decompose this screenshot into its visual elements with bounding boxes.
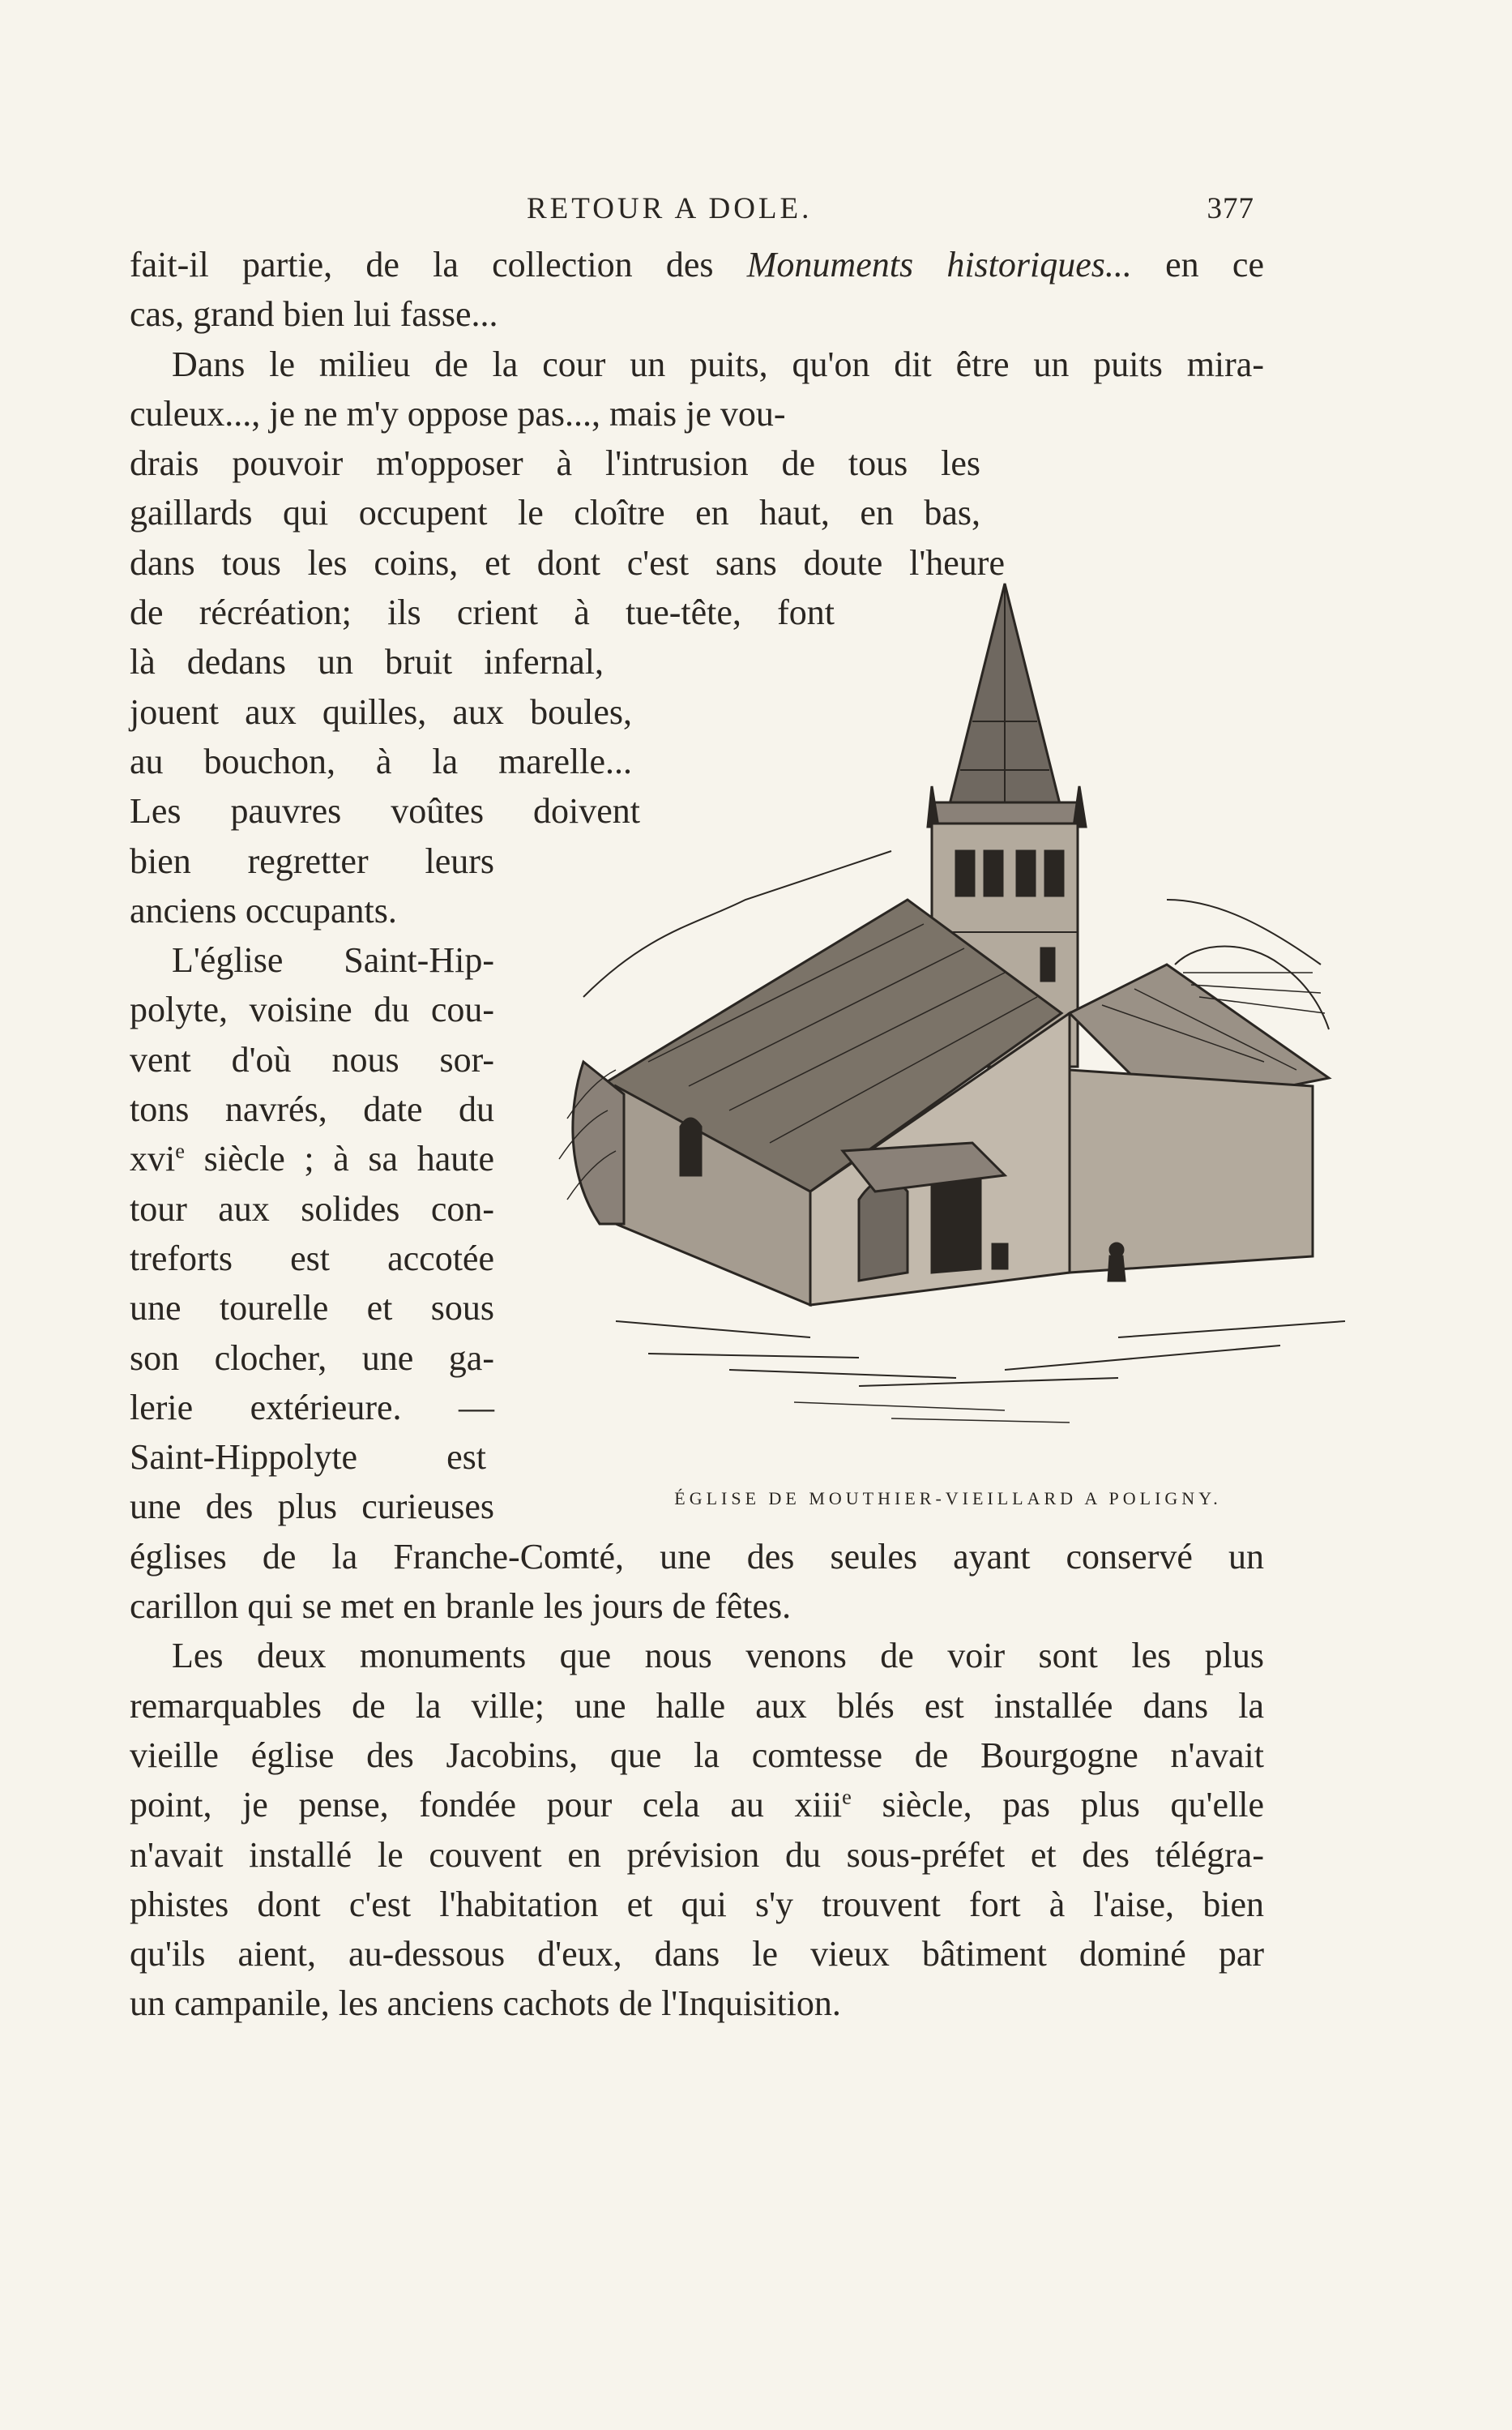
church-illustration xyxy=(551,446,1386,1459)
running-header xyxy=(130,191,1264,232)
text-line: qu'ils aient, au-dessous d'eux, dans le vieux bâtiment dominé par xyxy=(130,1934,1264,1974)
text-line: là dedans un bruit infernal, xyxy=(130,642,604,682)
page-number: 377 xyxy=(1207,192,1254,225)
text-line: lerie extérieure. — xyxy=(130,1387,494,1427)
text-line: une tourelle et sous xyxy=(130,1288,494,1328)
text-line: fait-il partie, de la collection des Monuments historiques... en ce xyxy=(130,245,1264,284)
text-line: au bouchon, à la marelle... xyxy=(130,741,632,781)
text-line: une des plus curieuses xyxy=(130,1487,494,1527)
text-line: églises de la Franche-Comté, une des seules ayant conservé un xyxy=(130,1536,1264,1577)
text-line: gaillards qui occupent le cloître en haut, en bas, xyxy=(130,493,980,533)
text-line: dans tous les coins, et dont c'est sans doute l'heure xyxy=(130,542,1005,583)
text-line: vent d'où nous sor- xyxy=(130,1039,494,1080)
text-line: jouent aux quilles, aux boules, xyxy=(130,691,632,732)
text-line: culeux..., je ne m'y oppose pas..., mais je vou- xyxy=(130,393,786,434)
text-line: carillon qui se met en branle les jours de fêtes. xyxy=(130,1586,792,1627)
text-line: anciens occupants. xyxy=(130,890,397,931)
text-line: Les deux monuments que nous venons de voir sont les plus xyxy=(172,1636,1264,1676)
text-line: bien regretter leurs xyxy=(130,841,494,881)
text-line: n'avait installé le couvent en prévision du sous-préfet et des télégra- xyxy=(130,1834,1264,1875)
text-line: Saint-Hippolyte est xyxy=(130,1437,486,1478)
text-line: vieille église des Jacobins, que la comtesse de Bourgogne n'avait xyxy=(130,1735,1264,1775)
text-line: de récréation; ils crient à tue-tête, font xyxy=(130,593,835,633)
figure-caption: ÉGLISE DE MOUTHIER-VIEILLARD A POLIGNY. xyxy=(674,1488,1222,1508)
text-line: remarquables de la ville; une halle aux blés est installée dans la xyxy=(130,1685,1264,1726)
text-line: polyte, voisine du cou- xyxy=(130,990,494,1030)
text-line: point, je pense, fondée pour cela au xiii$^e$ siècle, pas plus qu'elle xyxy=(130,1784,1264,1825)
text-line: son clocher, une ga- xyxy=(130,1337,494,1378)
running-title: RETOUR A DOLE. xyxy=(527,192,813,225)
text-line: cas, grand bien lui fasse... xyxy=(130,294,498,335)
text-line: tons navrés, date du xyxy=(130,1089,494,1130)
text-line: treforts est accotée xyxy=(130,1238,494,1278)
text-line: xvi$^e$ siècle ; à sa haute xyxy=(130,1138,494,1179)
church-engraving-icon xyxy=(551,446,1386,1459)
text-line: L'église Saint-Hip- xyxy=(172,940,494,981)
text-line: Dans le milieu de la cour un puits, qu'on dit être un puits mira- xyxy=(172,344,1264,384)
text-line: Les pauvres voûtes doivent xyxy=(130,791,640,832)
text-line: phistes dont c'est l'habitation et qui s'y trouvent fort à l'aise, bien xyxy=(130,1884,1264,1924)
text-line: tour aux solides con- xyxy=(130,1188,494,1229)
text-line: un campanile, les anciens cachots de l'Inquisition. xyxy=(130,1983,841,2024)
text-line: drais pouvoir m'opposer à l'intrusion de tous les xyxy=(130,443,980,484)
